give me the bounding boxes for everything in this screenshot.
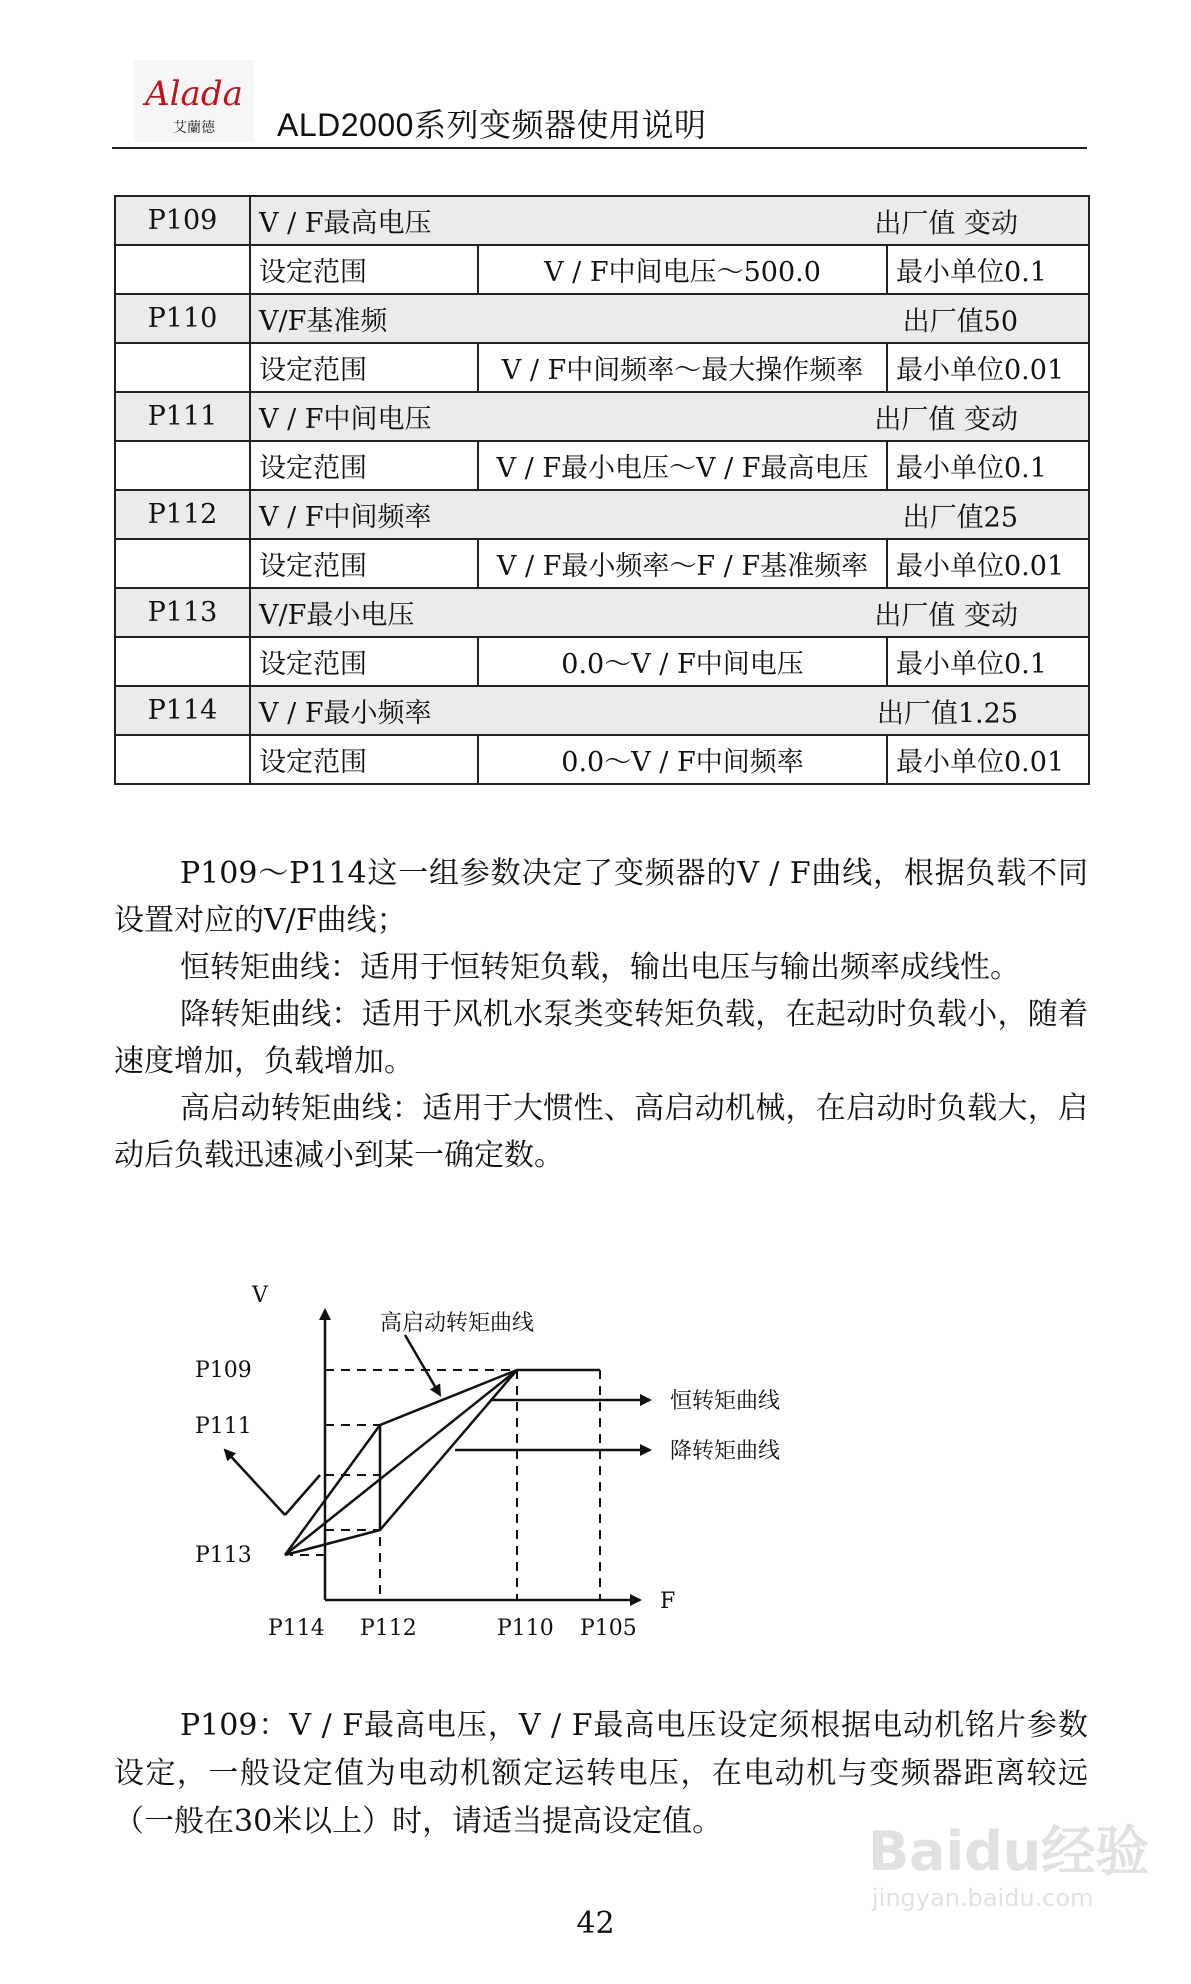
factory-value: 出厂值 变动 bbox=[874, 208, 1018, 239]
baidu-watermark bbox=[858, 1808, 1158, 1918]
empty-cell bbox=[115, 245, 250, 294]
paragraph-high-start-torque: 高启动转矩曲线：适用于大惯性、高启动机械，在启动时负载大，启动后负载迅速减小到某一确定数。 bbox=[114, 1091, 1088, 1173]
param-code: P113 bbox=[115, 588, 250, 637]
param-code: P111 bbox=[115, 392, 250, 441]
curve-constant bbox=[285, 1370, 517, 1555]
param-row-p111 bbox=[115, 392, 1089, 441]
tick-p114: P114 bbox=[268, 1616, 325, 1641]
page-number: 42 bbox=[576, 1906, 615, 1941]
param-range-row bbox=[115, 637, 1089, 686]
label-reduced: 降转矩曲线 bbox=[670, 1439, 781, 1464]
label-constant: 恒转矩曲线 bbox=[670, 1389, 781, 1414]
param-range-row bbox=[115, 343, 1089, 392]
svg-text:jingyan.baidu.com: jingyan.baidu.com bbox=[872, 1884, 1094, 1912]
range-label: 设定范围 bbox=[250, 637, 478, 686]
param-range-row bbox=[115, 441, 1089, 490]
param-row-p109 bbox=[115, 196, 1089, 245]
param-name: V/F基准频 bbox=[259, 306, 388, 337]
description-text bbox=[114, 850, 1088, 1179]
range-label: 设定范围 bbox=[250, 245, 478, 294]
tick-p111: P111 bbox=[195, 1414, 252, 1439]
param-code: P114 bbox=[115, 686, 250, 735]
param-row-p112 bbox=[115, 490, 1089, 539]
empty-cell bbox=[115, 637, 250, 686]
param-title bbox=[250, 490, 1089, 539]
param-name: V / F中间频率 bbox=[259, 502, 432, 533]
param-range-row bbox=[115, 735, 1089, 784]
axis-v-label: V bbox=[252, 1283, 268, 1308]
param-code: P112 bbox=[115, 490, 250, 539]
arrow-p111-up bbox=[225, 1450, 285, 1515]
arrow-p111-a bbox=[285, 1475, 320, 1515]
param-range-row bbox=[115, 539, 1089, 588]
param-title bbox=[250, 294, 1089, 343]
tick-p112: P112 bbox=[360, 1616, 417, 1641]
range-value: V / F最小频率～F / F基准频率 bbox=[478, 539, 887, 588]
param-code: P110 bbox=[115, 294, 250, 343]
param-name: V / F最高电压 bbox=[259, 208, 432, 239]
tick-p110: P110 bbox=[497, 1616, 554, 1641]
range-value: V / F中间频率～最大操作频率 bbox=[478, 343, 887, 392]
range-label: 设定范围 bbox=[250, 343, 478, 392]
range-value: 0.0～V / F中间电压 bbox=[478, 637, 887, 686]
document-title: ALD2000系列变频器使用说明 bbox=[277, 107, 707, 143]
tick-p113: P113 bbox=[195, 1543, 252, 1568]
empty-cell bbox=[115, 539, 250, 588]
param-title bbox=[250, 686, 1089, 735]
empty-cell bbox=[115, 735, 250, 784]
factory-value: 出厂值 变动 bbox=[874, 404, 1018, 435]
param-name: V / F最小频率 bbox=[259, 698, 432, 729]
min-unit: 最小单位0.1 bbox=[887, 441, 1089, 490]
min-unit: 最小单位0.01 bbox=[887, 735, 1089, 784]
range-label: 设定范围 bbox=[250, 539, 478, 588]
arrow-high-start bbox=[405, 1335, 440, 1395]
page-header bbox=[112, 58, 1087, 148]
range-value: V / F最小电压～V / F最高电压 bbox=[478, 441, 887, 490]
alada-logo bbox=[134, 60, 254, 142]
range-label: 设定范围 bbox=[250, 441, 478, 490]
param-code: P109 bbox=[115, 196, 250, 245]
paragraph-p109: P109：V / F最高电压，V / F最高电压设定须根据电动机铭片参数设定，一般设定值为电动机额定运转电压，在电动机与变频器距离较远（一般在30米以上）时，请适当提高设定值。 bbox=[114, 1708, 1088, 1839]
paragraph-intro: P109～P114这一组参数决定了变频器的V / F曲线，根据负载不同设置对应的V/F曲线； bbox=[114, 856, 1088, 938]
empty-cell bbox=[115, 343, 250, 392]
tick-p105: P105 bbox=[580, 1616, 637, 1641]
param-title bbox=[250, 588, 1089, 637]
svg-text:Alada: Alada bbox=[145, 74, 243, 114]
factory-value: 出厂值1.25 bbox=[876, 698, 1018, 729]
factory-value: 出厂值50 bbox=[902, 306, 1018, 337]
min-unit: 最小单位0.1 bbox=[887, 637, 1089, 686]
range-label: 设定范围 bbox=[250, 735, 478, 784]
parameter-table bbox=[114, 195, 1090, 785]
param-name: V/F最小电压 bbox=[259, 600, 415, 631]
header-divider bbox=[112, 147, 1087, 149]
range-value: 0.0～V / F中间频率 bbox=[478, 735, 887, 784]
label-high-start: 高启动转矩曲线 bbox=[380, 1311, 535, 1336]
svg-text:艾蘭德: 艾蘭德 bbox=[173, 120, 215, 136]
axis-f-label: F bbox=[660, 1589, 676, 1614]
param-row-p110 bbox=[115, 294, 1089, 343]
tick-p109: P109 bbox=[195, 1358, 252, 1383]
min-unit: 最小单位0.01 bbox=[887, 539, 1089, 588]
paragraph-constant-torque: 恒转矩曲线：适用于恒转矩负载，输出电压与输出频率成线性。 bbox=[180, 950, 1020, 985]
empty-cell bbox=[115, 441, 250, 490]
paragraph-reduced-torque: 降转矩曲线：适用于风机水泵类变转矩负载，在起动时负载小，随着速度增加，负载增加。 bbox=[114, 997, 1088, 1079]
param-title bbox=[250, 392, 1089, 441]
param-range-row bbox=[115, 245, 1089, 294]
svg-text:Baidu经验: Baidu经验 bbox=[868, 1820, 1150, 1883]
param-title bbox=[250, 196, 1089, 245]
min-unit: 最小单位0.01 bbox=[887, 343, 1089, 392]
factory-value: 出厂值25 bbox=[902, 502, 1018, 533]
range-value: V / F中间电压～500.0 bbox=[478, 245, 887, 294]
vf-curve-figure bbox=[195, 1270, 990, 1670]
param-row-p113 bbox=[115, 588, 1089, 637]
factory-value: 出厂值 变动 bbox=[874, 600, 1018, 631]
param-name: V / F中间电压 bbox=[259, 404, 432, 435]
min-unit: 最小单位0.1 bbox=[887, 245, 1089, 294]
param-row-p114 bbox=[115, 686, 1089, 735]
